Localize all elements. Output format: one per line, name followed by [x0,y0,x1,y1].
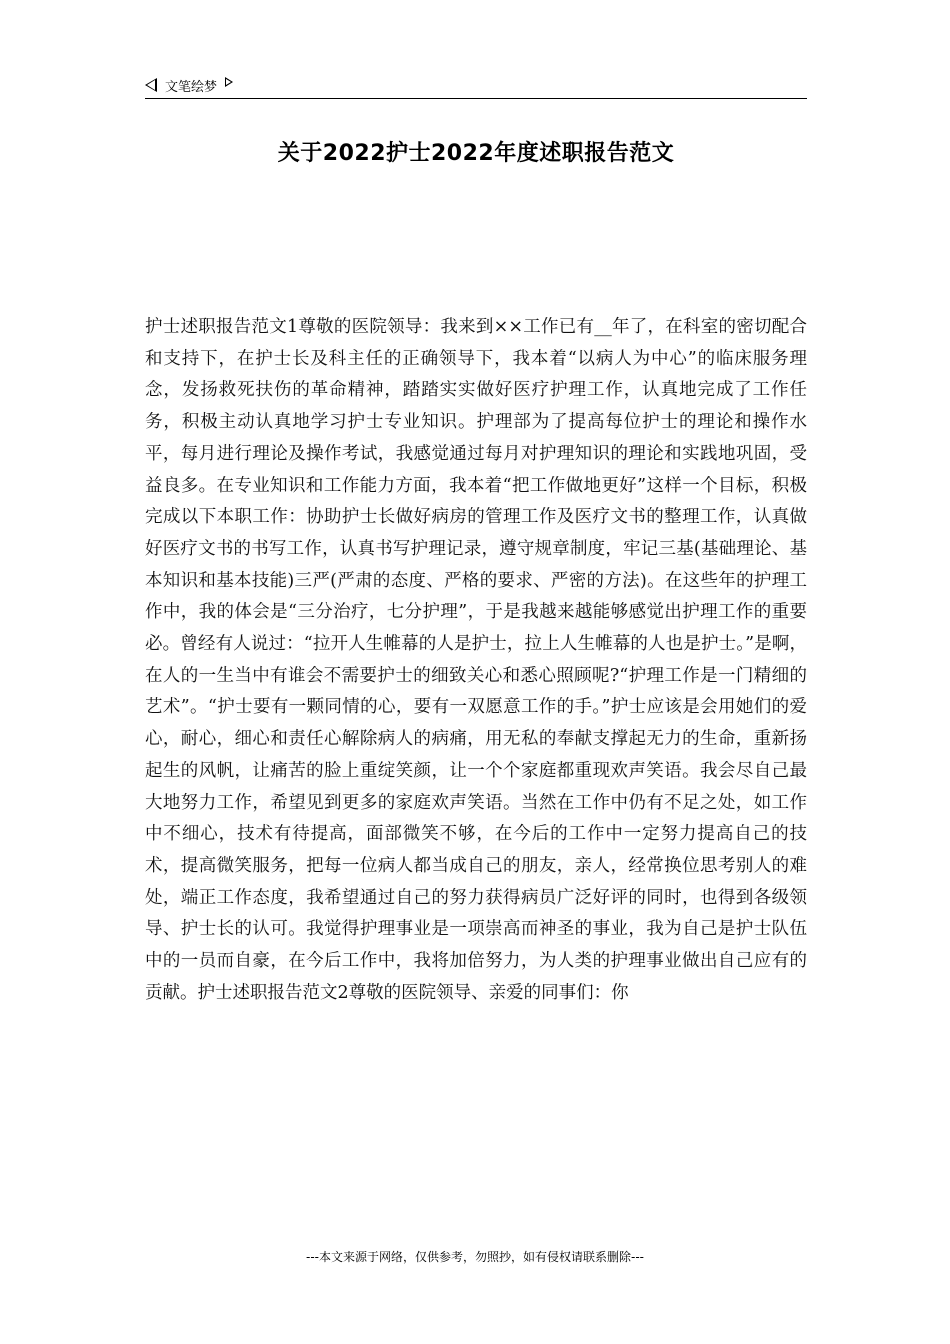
header-brand: 文笔绘梦 [165,79,218,95]
header-row [145,74,807,96]
footer-notice: ---本文来源于网络，仅供参考，勿照抄，如有侵权请联系删除--- [306,1250,644,1264]
page-header [145,74,807,99]
document-body: 护士述职报告范文1尊敬的医院领导：我来到××工作已有__年了，在科室的密切配合和支持下，在护士长及科主任的正确领导下，我本着“以病人为中心”的临床服务理念，发扬救死扶伤的革命精神，踏踏实实做好医疗护理工作，认真地完成了工作任务，积极主动认真地学习护士专业知识。护理部为了提高每位护士的理论和操作水平，每月进行理论及操作考试，我感觉通过每月对护理知识的理论和实践地巩固，受益良多。在专业知识和工作能力方面，我本着“把工作做地更好”这样一个目标，积极完成以下本职工作：协助护士长做好病房的管理工作及医疗文书的整理工作，认真做好医疗文书的书写工作，认真书写护理记录，遵守规章制度，牢记三基(基础理论、基本知识和基本技能)三严(严肃的态度、严格的要求、严密的方法)。在这些年的护理工作中，我的体会是“三分治疗，七分护理”，于是我越来越能够感觉出护理工作的重要必。曾经有人说过：“拉开人生帷幕的人是护士，拉上人生帷幕的人也是护士。”是啊，在人的一生当中有谁会不需要护士的细致关心和悉心照顾呢?“护理工作是一门精细的艺术”。“护士要有一颗同情的心，要有一双愿意工作的手。”护士应该是会用她们的爱心，耐心，细心和责任心解除病人的病痛，用无私的奉献支撑起无力的生命，重新扬起生的风帆，让痛苦的脸上重绽笑颜，让一个个家庭都重现欢声笑语。我会尽自己最大地努力工作，希望见到更多的家庭欢声笑语。当然在工作中仍有不足之处，如工作中不细心，技术有待提高，面部微笑不够，在今后的工作中一定努力提高自己的技术，提高微笑服务，把每一位病人都当成自己的朋友，亲人，经常换位思考别人的难处，端正工作态度，我希望通过自己的努力获得病员广泛好评的同时，也得到各级领导、护士长的认可。我觉得护理事业是一项崇高而神圣的事业，我为自己是护士队伍中的一员而自豪，在今后工作中，我将加倍努力，为人类的护理事业做出自己应有的贡献。护士述职报告范文2尊敬的医院领导、亲爱的同事们：你 [145,317,807,1003]
triangle-left-icon [145,78,157,92]
triangle-right-icon [225,77,233,87]
document-title: 关于2022护士2022年度述职报告范文 [277,141,675,166]
